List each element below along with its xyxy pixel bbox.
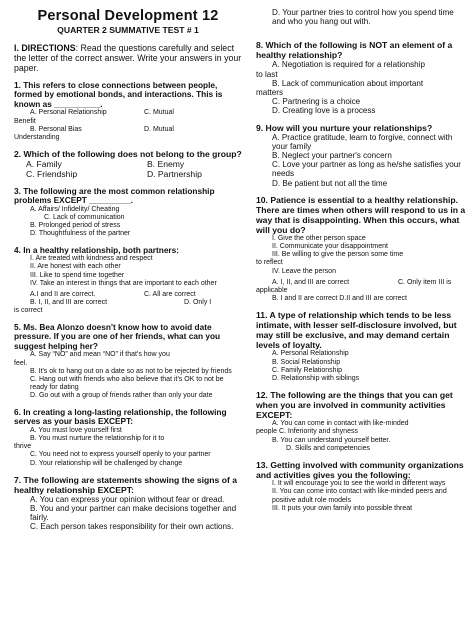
question-stem: 9. How will you nurture your relationships? — [256, 122, 433, 133]
option-a: A. You must love yourself first — [30, 426, 122, 434]
option-c: C. Family Relationship — [272, 366, 343, 374]
option-a: A. I, II, and III are correct — [272, 278, 350, 286]
question-8 — [256, 40, 466, 115]
item-ii: II. You can come into contact with like-minded peers and positive adult role models — [272, 488, 447, 504]
question-stem: 3. The following are the most common relationship problems EXCEPT _________. — [14, 185, 215, 206]
option-b: B. Social Relationship — [272, 358, 341, 366]
option-c: C. You need not to express yourself openly to your partner — [30, 451, 211, 459]
page-title: Personal Development 12 — [37, 8, 219, 24]
option-b: B. You must nurture the relationship for it to — [30, 435, 165, 443]
question-7 — [14, 475, 242, 532]
question-stem: 1. This refers to close connections between people, formed by emotional bonds, and interactions. This is known as __________. — [14, 79, 223, 109]
option-b: B. I, II, and III are correct — [30, 299, 108, 307]
q7-option-d: D. Your partner tries to control how you spend time and who you hang out with. — [272, 8, 454, 27]
option-c: C. Partnering is a choice — [272, 97, 361, 107]
option-a: A. Personal Relationship — [272, 350, 349, 358]
option-d-cont: is correct — [14, 307, 43, 315]
question-9 — [256, 123, 466, 188]
option-a: A. Family — [26, 159, 62, 170]
question-2 — [14, 149, 242, 179]
option-a-cont-text: people — [256, 428, 278, 436]
option-b-cont: thrive — [14, 443, 32, 451]
option-c: C. Inferiority and shyness — [278, 428, 358, 436]
option-c-cont: Benefit — [14, 117, 36, 125]
option-a: A. You can come in contact with like-minded — [272, 420, 409, 428]
question-stem: 5. Ms. Bea Alonzo doesn't know how to avoid date pressure. If you are one of her friends, what can you suggest helping her? — [14, 321, 221, 351]
question-5 — [14, 323, 242, 401]
option-a: A. Say “NO” and mean “NO” if that's how you — [30, 351, 170, 359]
question-12 — [256, 390, 466, 453]
option-b: B. Lack of communication about important — [272, 78, 424, 88]
question-stem: 6. In creating a long-lasting relationship, the following serves as your basis EXCEPT: — [14, 406, 227, 427]
option-a: A. Negotiation is required for a relationship — [272, 60, 425, 70]
page-subtitle: QUARTER 2 SUMMATIVE TEST # 1 — [57, 25, 199, 35]
item-iv: IV. Leave the person — [272, 267, 336, 275]
option-a: A. Personal Relationship — [30, 109, 107, 117]
option-b: B. It's ok to hang out on a date so as not to be rejected by friends — [30, 367, 232, 375]
question-3 — [14, 187, 242, 239]
option-a: A.I and II are correct. — [30, 291, 96, 299]
option-d: D. Be patient but not all the time — [272, 178, 388, 188]
option-d: D. Relationship with siblings — [272, 375, 360, 383]
option-d: D. Creating love is a process — [272, 106, 376, 116]
question-stem: 10. Patience is essential to a healthy relationship. There are times when others will respond to us in a way that is disappointing. When this occurs, what will you do? — [256, 194, 466, 235]
option-a: A. Practice gratitude, learn to forgive, connect with your family — [272, 132, 453, 151]
option-d: D. Your relationship will be challenged by change — [30, 459, 183, 467]
option-d-cont: Understanding — [14, 134, 60, 141]
question-6 — [14, 408, 242, 468]
item-i: I. Give the other person space — [272, 234, 366, 242]
option-d: D. Skills and competencies — [286, 444, 371, 452]
option-c: C. All are correct — [144, 291, 196, 299]
option-b-d: B. I and II are correct D.II and III are correct — [272, 295, 407, 303]
option-d: D. Only I — [184, 299, 212, 307]
question-stem: 4. In a healthy relationship, both partners: — [14, 244, 180, 255]
item-iii-cont: to reflect — [256, 259, 283, 267]
directions-label: I. DIRECTIONS — [14, 43, 76, 53]
item-iii: III. It puts your own family into possible threat — [272, 504, 413, 512]
item-iii: III. Be willing to give the person some time — [272, 251, 404, 259]
option-c: C. Lack of communication — [44, 214, 125, 221]
option-a: A. Affairs/ Infidelity/ Cheating — [30, 205, 120, 213]
right-column — [256, 0, 466, 513]
option-b: B. Enemy — [146, 159, 185, 170]
option-c: C. Each person takes responsibility for their own actions. — [30, 522, 234, 532]
option-b: B. You can understand yourself better. — [272, 436, 391, 444]
option-c-cont: applicable — [256, 287, 288, 295]
option-b: B. Neglect your partner's concern — [272, 151, 392, 161]
question-13 — [256, 460, 466, 513]
option-b: B. You and your partner can make decisions together and fairly. — [30, 504, 237, 523]
option-b: B. Prolonged period of stress — [30, 222, 121, 230]
item-ii: II. Communicate your disappointment — [272, 243, 388, 251]
question-stem: 13. Getting involved with community organizations and activities gives you the following: — [256, 460, 464, 481]
option-c: C. Hang out with friends who also believe that it's OK to not be ready for dating — [30, 376, 224, 392]
item-ii: II. Are honest with each other — [30, 263, 121, 271]
question-stem: 7. The following are statements showing the signs of a healthy relationship EXCEPT: — [14, 474, 237, 495]
option-a: A. You can express your opinion without fear or dread. — [30, 494, 225, 504]
option-b-cont: matters — [256, 88, 283, 98]
option-c: C. Friendship — [26, 169, 78, 180]
option-d: D. Thoughtfulness of the partner — [30, 230, 131, 238]
question-11 — [256, 310, 466, 383]
option-d: D. Partnership — [146, 169, 202, 180]
option-d: D. Go out with a group of friends rather than only your date — [30, 392, 213, 400]
option-d: D. Mutual — [144, 125, 174, 133]
option-c: C. Only item III is — [398, 278, 452, 286]
question-4 — [14, 246, 242, 316]
directions-text: : Read the questions carefully and select the letter of the correct answer. Write your answers in your paper. — [14, 43, 242, 74]
option-c: C. Love your partner as long as he/she satisfies your needs — [272, 160, 461, 179]
item-iii: III. Like to spend time together — [30, 271, 125, 279]
left-column — [14, 0, 242, 532]
question-stem: 12. The following are the things that you can get when you are involved in community activities EXCEPT: — [256, 390, 453, 421]
option-a-cont: feel. — [14, 359, 28, 367]
option-a-cont — [256, 428, 466, 436]
item-i: I. Are treated with kindness and respect — [30, 255, 153, 263]
option-a-cont: to last — [256, 69, 278, 79]
option-c: C. Mutual — [144, 109, 174, 117]
question-10 — [256, 195, 466, 304]
item-iv: IV. Take an interest in things that are important to each other — [30, 279, 217, 287]
item-i: I. It will encourage you to see the world in different ways — [272, 480, 446, 488]
option-b: B. Personal Bias — [30, 125, 82, 133]
question-stem: 11. A type of relationship which tends to be less intimate, with lesser self-disclosure involved, but may still be exclusive, and may demand certain levels of loyalty. — [256, 310, 457, 351]
directions — [14, 43, 242, 74]
question-stem: 8. Which of the following is NOT an element of a healthy relationship? — [256, 40, 453, 61]
question-stem: 2. Which of the following does not belong to the group? — [14, 149, 242, 160]
question-1 — [14, 81, 242, 143]
